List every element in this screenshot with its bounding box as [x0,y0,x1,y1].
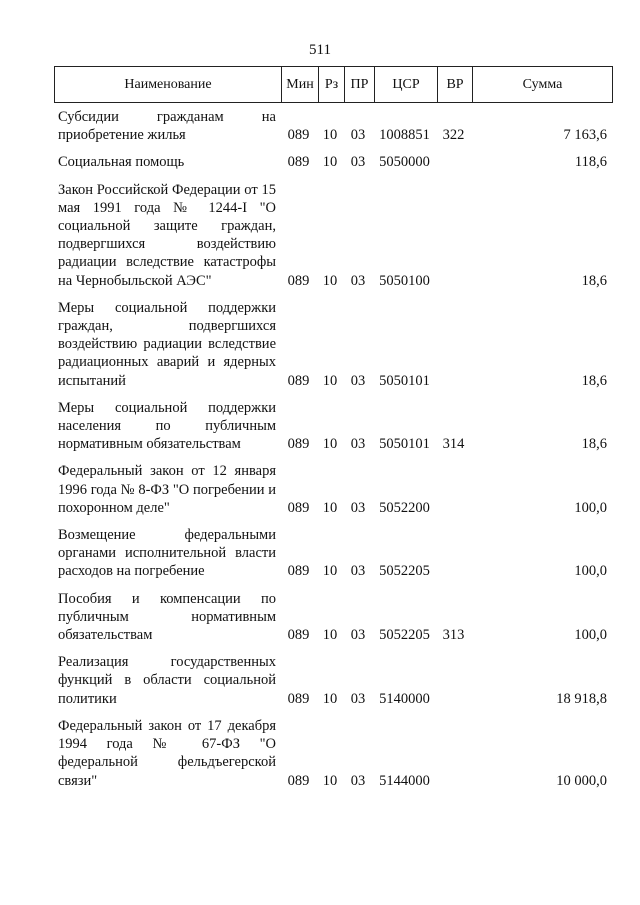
row-csr: 5052205 [379,627,430,644]
row-sum: 100,0 [574,627,607,644]
table-row [54,108,613,144]
header-vr: ВР [437,67,472,102]
row-rz: 10 [322,772,338,789]
row-pr: 03 [350,563,366,580]
row-min: 089 [287,436,310,453]
table-row [54,590,613,645]
row-pr: 03 [350,772,366,789]
row-csr: 1008851 [379,127,430,144]
row-sum: 10 000,0 [556,772,607,789]
row-vr: 322 [442,127,465,144]
row-min: 089 [287,627,310,644]
row-name: Федеральный закон от 12 января 1996 года № 8-ФЗ "О погребении и похоронном деле" [58,463,276,516]
row-csr: 5050101 [379,436,430,453]
row-min: 089 [287,499,310,516]
row-sum: 18 918,8 [556,690,607,707]
row-min: 089 [287,154,310,171]
row-sum: 18,6 [581,436,607,453]
row-pr: 03 [350,627,366,644]
row-pr: 03 [350,154,366,171]
row-sum: 18,6 [581,372,607,389]
row-sum: 118,6 [574,154,607,171]
row-name: Субсидии гражданам на приобретение жилья [58,109,276,144]
row-pr: 03 [350,272,366,289]
header-rz: Рз [318,67,344,102]
table-row [54,526,613,581]
row-csr: 5050100 [379,272,430,289]
row-sum: 100,0 [574,563,607,580]
header-pr: ПР [344,67,374,102]
row-rz: 10 [322,690,338,707]
row-sum: 100,0 [574,499,607,516]
row-name: Социальная помощь [58,154,185,171]
row-sum: 7 163,6 [563,127,607,144]
row-min: 089 [287,772,310,789]
row-name: Закон Российской Федерации от 15 мая 1991 года № 1244-I "О социальной защите граждан, подвергшихся воздействию радиации вследствие катастрофы на Чернобыльской АЭС" [58,181,276,289]
row-min: 089 [287,690,310,707]
table-row [54,653,613,708]
row-rz: 10 [322,499,338,516]
row-sum: 18,6 [581,272,607,289]
row-vr: 313 [442,627,465,644]
row-name: Пособия и компенсации по публичным нормативным обязательствам [58,590,276,644]
row-min: 089 [287,127,310,144]
header-name: Наименование [124,76,212,92]
row-csr: 5140000 [379,690,430,707]
table-header [54,66,613,103]
table-row [54,181,613,290]
table-row [54,717,613,790]
row-name: Возмещение федеральными органами исполнительной власти расходов на погребение [58,527,276,580]
row-rz: 10 [322,436,338,453]
table-row [54,299,613,390]
row-pr: 03 [350,690,366,707]
row-csr: 5050101 [379,372,430,389]
row-pr: 03 [350,127,366,144]
row-csr: 5050000 [379,154,430,171]
table-row [54,462,613,517]
row-csr: 5052200 [379,499,430,516]
page-number: 511 [309,42,331,58]
row-name: Меры социальной поддержки граждан, подвергшихся воздействию радиации вследствие радиационных аварий и ядерных испытаний [58,299,276,389]
row-rz: 10 [322,372,338,389]
row-pr: 03 [350,499,366,516]
row-rz: 10 [322,272,338,289]
table-row [54,153,613,171]
table-body [54,108,613,799]
row-name: Меры социальной поддержки населения по публичным нормативным обязательствам [58,399,276,453]
row-pr: 03 [350,372,366,389]
header-sum: Сумма [472,67,612,102]
row-csr: 5144000 [379,772,430,789]
row-name: Федеральный закон от 17 декабря 1994 года № 67-ФЗ "О федеральной фельдъегерской связи" [58,717,276,789]
row-rz: 10 [322,154,338,171]
header-csr: ЦСР [374,67,437,102]
row-rz: 10 [322,627,338,644]
table-row [54,399,613,454]
row-min: 089 [287,372,310,389]
row-name: Реализация государственных функций в области социальной политики [58,654,276,707]
row-pr: 03 [350,436,366,453]
row-csr: 5052205 [379,563,430,580]
row-rz: 10 [322,127,338,144]
row-rz: 10 [322,563,338,580]
row-vr: 314 [442,436,465,453]
row-min: 089 [287,563,310,580]
header-min: Мин [281,67,318,102]
row-min: 089 [287,272,310,289]
